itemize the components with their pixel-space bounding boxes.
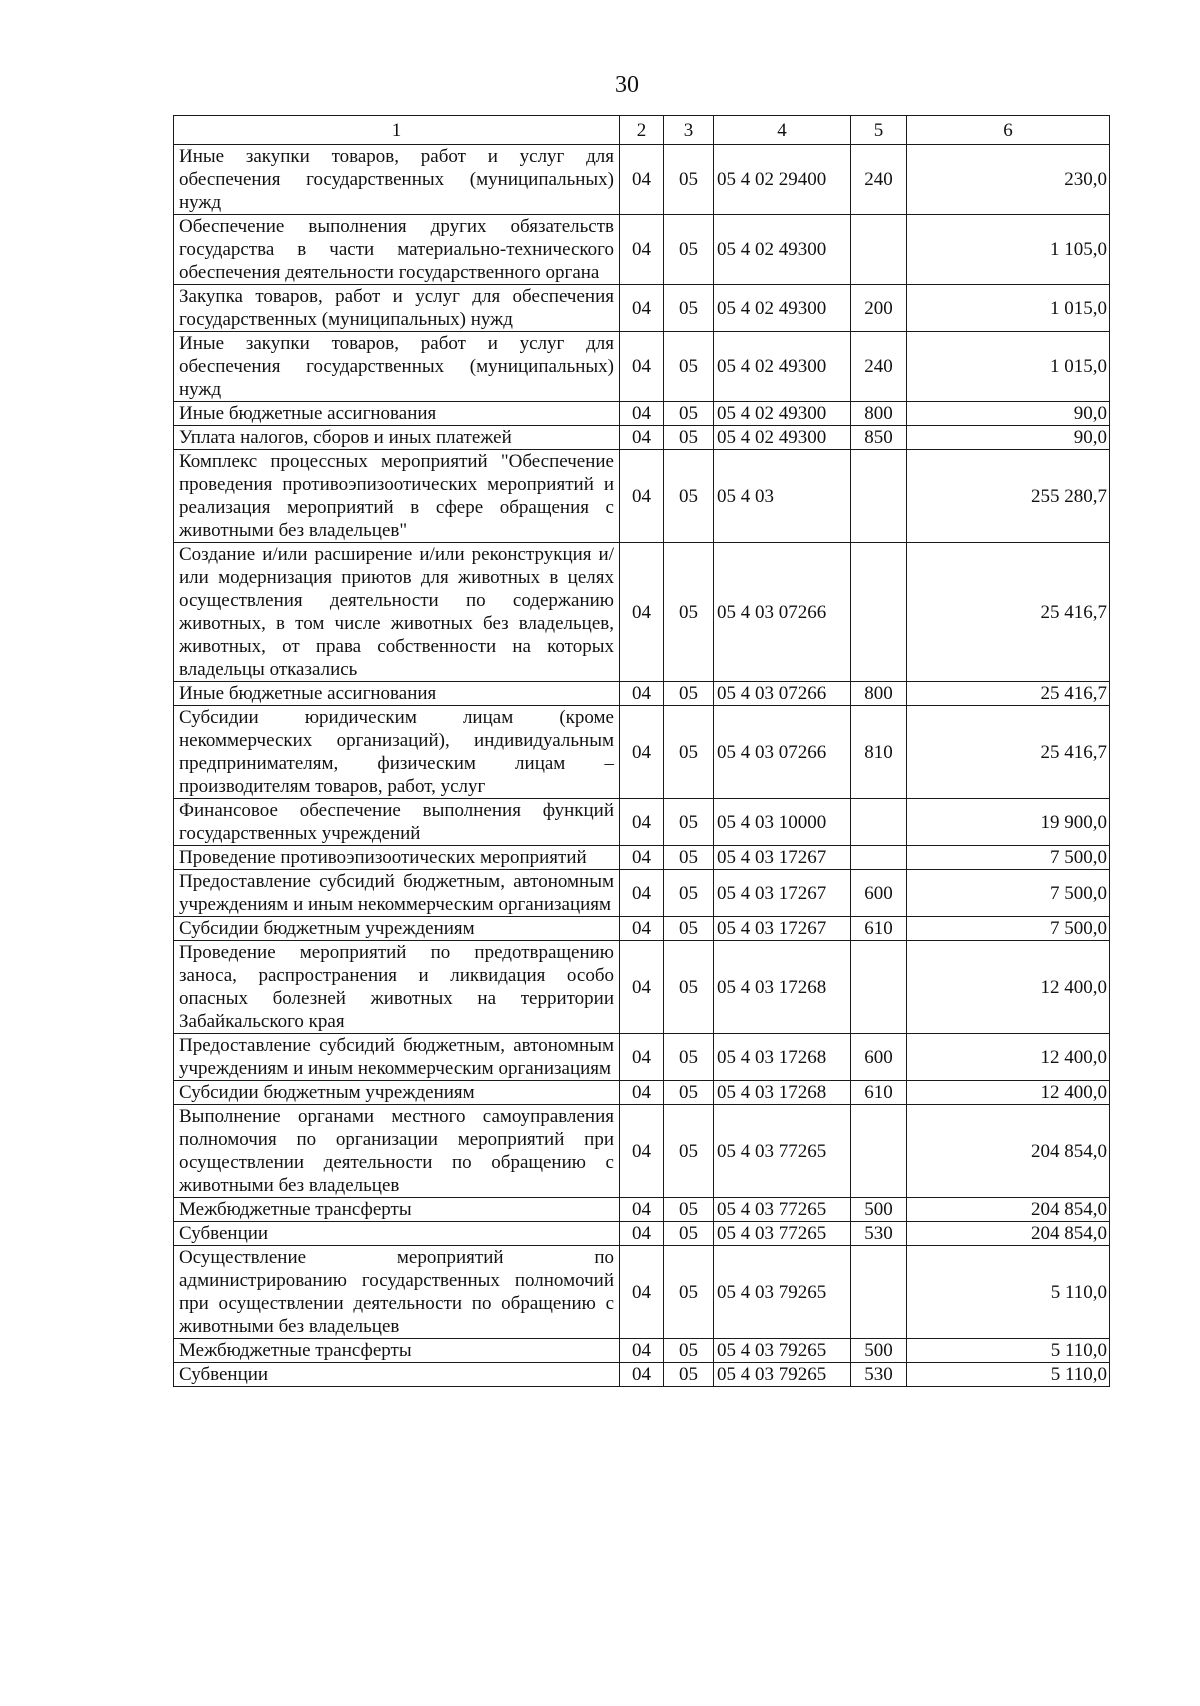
row-amount: 204 854,0 [907, 1198, 1110, 1222]
row-description: Финансовое обеспечение выполнения функций государственных учреждений [174, 799, 620, 846]
row-target-code: 05 4 03 79265 [714, 1363, 851, 1387]
row-expense-type: 200 [851, 285, 907, 332]
row-description: Межбюджетные трансферты [174, 1339, 620, 1363]
row-subsection-code: 05 [664, 706, 714, 799]
table-row [174, 1246, 1110, 1339]
row-target-code: 05 4 03 77265 [714, 1105, 851, 1198]
column-header: 3 [664, 116, 714, 145]
row-target-code: 05 4 03 07266 [714, 543, 851, 682]
row-subsection-code: 05 [664, 799, 714, 846]
row-section-code: 04 [620, 1246, 664, 1339]
row-expense-type: 610 [851, 1081, 907, 1105]
row-amount: 5 110,0 [907, 1363, 1110, 1387]
row-expense-type: 600 [851, 870, 907, 917]
row-amount: 90,0 [907, 426, 1110, 450]
table-row [174, 706, 1110, 799]
row-subsection-code: 05 [664, 1198, 714, 1222]
row-target-code: 05 4 02 49300 [714, 332, 851, 402]
row-description: Иные закупки товаров, работ и услуг для обеспечения государственных (муниципальных) нужд [174, 145, 620, 215]
row-description: Иные бюджетные ассигнования [174, 402, 620, 426]
row-amount: 1 015,0 [907, 285, 1110, 332]
row-subsection-code: 05 [664, 450, 714, 543]
table-row [174, 450, 1110, 543]
row-description: Проведение противоэпизоотических мероприятий [174, 846, 620, 870]
table-row [174, 1339, 1110, 1363]
row-target-code: 05 4 03 17268 [714, 1081, 851, 1105]
row-amount: 1 015,0 [907, 332, 1110, 402]
table-row [174, 682, 1110, 706]
column-header: 2 [620, 116, 664, 145]
row-expense-type [851, 941, 907, 1034]
row-expense-type [851, 846, 907, 870]
table-row [174, 1198, 1110, 1222]
row-description: Межбюджетные трансферты [174, 1198, 620, 1222]
row-target-code: 05 4 03 77265 [714, 1198, 851, 1222]
row-target-code: 05 4 03 17267 [714, 870, 851, 917]
row-description: Проведение мероприятий по предотвращению заноса, распространения и ликвидация особо опасных болезней животных на территории Забайкальского края [174, 941, 620, 1034]
column-header: 1 [174, 116, 620, 145]
row-section-code: 04 [620, 1034, 664, 1081]
row-description: Обеспечение выполнения других обязательств государства в части материально-технического обеспечения деятельности государственного органа [174, 215, 620, 285]
row-target-code: 05 4 02 49300 [714, 285, 851, 332]
row-target-code: 05 4 03 17268 [714, 941, 851, 1034]
row-subsection-code: 05 [664, 215, 714, 285]
row-section-code: 04 [620, 1363, 664, 1387]
row-description: Субвенции [174, 1363, 620, 1387]
row-subsection-code: 05 [664, 332, 714, 402]
row-subsection-code: 05 [664, 870, 714, 917]
row-expense-type [851, 215, 907, 285]
row-description: Субсидии юридическим лицам (кроме некоммерческих организаций), индивидуальным предпринимателям, физическим лицам – производителям товаров, работ, услуг [174, 706, 620, 799]
table-row [174, 145, 1110, 215]
table-row [174, 870, 1110, 917]
row-description: Предоставление субсидий бюджетным, автономным учреждениям и иным некоммерческим организациям [174, 870, 620, 917]
row-amount: 7 500,0 [907, 846, 1110, 870]
table-row [174, 917, 1110, 941]
row-section-code: 04 [620, 682, 664, 706]
row-description: Уплата налогов, сборов и иных платежей [174, 426, 620, 450]
row-amount: 25 416,7 [907, 706, 1110, 799]
row-target-code: 05 4 03 77265 [714, 1222, 851, 1246]
row-description: Иные закупки товаров, работ и услуг для обеспечения государственных (муниципальных) нужд [174, 332, 620, 402]
row-section-code: 04 [620, 145, 664, 215]
row-amount: 7 500,0 [907, 917, 1110, 941]
table-row [174, 1034, 1110, 1081]
row-expense-type [851, 1246, 907, 1339]
table-row [174, 332, 1110, 402]
row-description: Предоставление субсидий бюджетным, автономным учреждениям и иным некоммерческим организациям [174, 1034, 620, 1081]
table-row [174, 1105, 1110, 1198]
row-expense-type [851, 543, 907, 682]
row-section-code: 04 [620, 706, 664, 799]
row-section-code: 04 [620, 332, 664, 402]
row-amount: 12 400,0 [907, 941, 1110, 1034]
table-row [174, 1222, 1110, 1246]
table-row [174, 1363, 1110, 1387]
row-subsection-code: 05 [664, 1222, 714, 1246]
row-target-code: 05 4 03 07266 [714, 706, 851, 799]
row-expense-type: 850 [851, 426, 907, 450]
row-description: Создание и/или расширение и/или реконструкция и/или модернизация приютов для животных в целях осуществления деятельности по содержанию животных, в том числе животных без владельцев, животных, от права собственности на которых владельцы отказались [174, 543, 620, 682]
row-target-code: 05 4 03 17267 [714, 846, 851, 870]
row-target-code: 05 4 02 29400 [714, 145, 851, 215]
row-subsection-code: 05 [664, 682, 714, 706]
column-header: 6 [907, 116, 1110, 145]
table-header-row [174, 116, 1110, 145]
page-number: 30 [615, 72, 639, 98]
row-description: Осуществление мероприятий по администрированию государственных полномочий при осуществлении деятельности по обращению с животными без владельцев [174, 1246, 620, 1339]
row-amount: 204 854,0 [907, 1105, 1110, 1198]
row-subsection-code: 05 [664, 941, 714, 1034]
row-amount: 255 280,7 [907, 450, 1110, 543]
row-description: Комплекс процессных мероприятий "Обеспечение проведения противоэпизоотических мероприятий и реализация мероприятий в сфере обращения с животными без владельцев" [174, 450, 620, 543]
row-section-code: 04 [620, 1339, 664, 1363]
row-subsection-code: 05 [664, 1081, 714, 1105]
row-section-code: 04 [620, 450, 664, 543]
row-section-code: 04 [620, 870, 664, 917]
row-section-code: 04 [620, 543, 664, 682]
row-amount: 25 416,7 [907, 543, 1110, 682]
row-expense-type: 530 [851, 1363, 907, 1387]
table-row [174, 215, 1110, 285]
row-section-code: 04 [620, 1081, 664, 1105]
row-target-code: 05 4 03 17268 [714, 1034, 851, 1081]
row-subsection-code: 05 [664, 543, 714, 682]
row-expense-type: 530 [851, 1222, 907, 1246]
row-amount: 12 400,0 [907, 1034, 1110, 1081]
row-description: Субсидии бюджетным учреждениям [174, 917, 620, 941]
table-row [174, 285, 1110, 332]
row-amount: 204 854,0 [907, 1222, 1110, 1246]
row-expense-type: 810 [851, 706, 907, 799]
row-expense-type [851, 1105, 907, 1198]
row-subsection-code: 05 [664, 285, 714, 332]
row-subsection-code: 05 [664, 426, 714, 450]
budget-table [173, 115, 1110, 1387]
row-subsection-code: 05 [664, 402, 714, 426]
row-target-code: 05 4 03 10000 [714, 799, 851, 846]
row-target-code: 05 4 03 [714, 450, 851, 543]
row-expense-type: 610 [851, 917, 907, 941]
row-amount: 90,0 [907, 402, 1110, 426]
row-expense-type: 500 [851, 1198, 907, 1222]
table-row [174, 402, 1110, 426]
row-section-code: 04 [620, 285, 664, 332]
row-amount: 5 110,0 [907, 1339, 1110, 1363]
row-subsection-code: 05 [664, 1246, 714, 1339]
row-expense-type: 240 [851, 145, 907, 215]
row-target-code: 05 4 03 07266 [714, 682, 851, 706]
row-section-code: 04 [620, 1222, 664, 1246]
row-section-code: 04 [620, 799, 664, 846]
row-section-code: 04 [620, 426, 664, 450]
row-amount: 19 900,0 [907, 799, 1110, 846]
table-row [174, 941, 1110, 1034]
column-header: 4 [714, 116, 851, 145]
row-expense-type: 600 [851, 1034, 907, 1081]
row-description: Закупка товаров, работ и услуг для обеспечения государственных (муниципальных) нужд [174, 285, 620, 332]
row-amount: 12 400,0 [907, 1081, 1110, 1105]
row-section-code: 04 [620, 941, 664, 1034]
column-header: 5 [851, 116, 907, 145]
table-row [174, 1081, 1110, 1105]
row-amount: 25 416,7 [907, 682, 1110, 706]
row-section-code: 04 [620, 846, 664, 870]
row-description: Субвенции [174, 1222, 620, 1246]
row-target-code: 05 4 03 17267 [714, 917, 851, 941]
row-subsection-code: 05 [664, 1034, 714, 1081]
row-subsection-code: 05 [664, 917, 714, 941]
row-amount: 7 500,0 [907, 870, 1110, 917]
row-expense-type: 240 [851, 332, 907, 402]
row-subsection-code: 05 [664, 846, 714, 870]
table-row [174, 799, 1110, 846]
row-target-code: 05 4 03 79265 [714, 1246, 851, 1339]
row-expense-type: 500 [851, 1339, 907, 1363]
row-amount: 5 110,0 [907, 1246, 1110, 1339]
row-target-code: 05 4 02 49300 [714, 215, 851, 285]
row-description: Выполнение органами местного самоуправления полномочия по организации мероприятий при осуществлении деятельности по обращению с животными без владельцев [174, 1105, 620, 1198]
table-row [174, 543, 1110, 682]
row-section-code: 04 [620, 1105, 664, 1198]
row-expense-type: 800 [851, 402, 907, 426]
row-section-code: 04 [620, 215, 664, 285]
row-section-code: 04 [620, 402, 664, 426]
row-section-code: 04 [620, 1198, 664, 1222]
row-description: Иные бюджетные ассигнования [174, 682, 620, 706]
row-expense-type [851, 799, 907, 846]
row-target-code: 05 4 03 79265 [714, 1339, 851, 1363]
row-subsection-code: 05 [664, 1339, 714, 1363]
row-expense-type: 800 [851, 682, 907, 706]
row-target-code: 05 4 02 49300 [714, 426, 851, 450]
row-target-code: 05 4 02 49300 [714, 402, 851, 426]
row-section-code: 04 [620, 917, 664, 941]
row-expense-type [851, 450, 907, 543]
table-row [174, 426, 1110, 450]
table-row [174, 846, 1110, 870]
row-subsection-code: 05 [664, 145, 714, 215]
row-amount: 230,0 [907, 145, 1110, 215]
row-amount: 1 105,0 [907, 215, 1110, 285]
row-subsection-code: 05 [664, 1105, 714, 1198]
row-subsection-code: 05 [664, 1363, 714, 1387]
row-description: Субсидии бюджетным учреждениям [174, 1081, 620, 1105]
